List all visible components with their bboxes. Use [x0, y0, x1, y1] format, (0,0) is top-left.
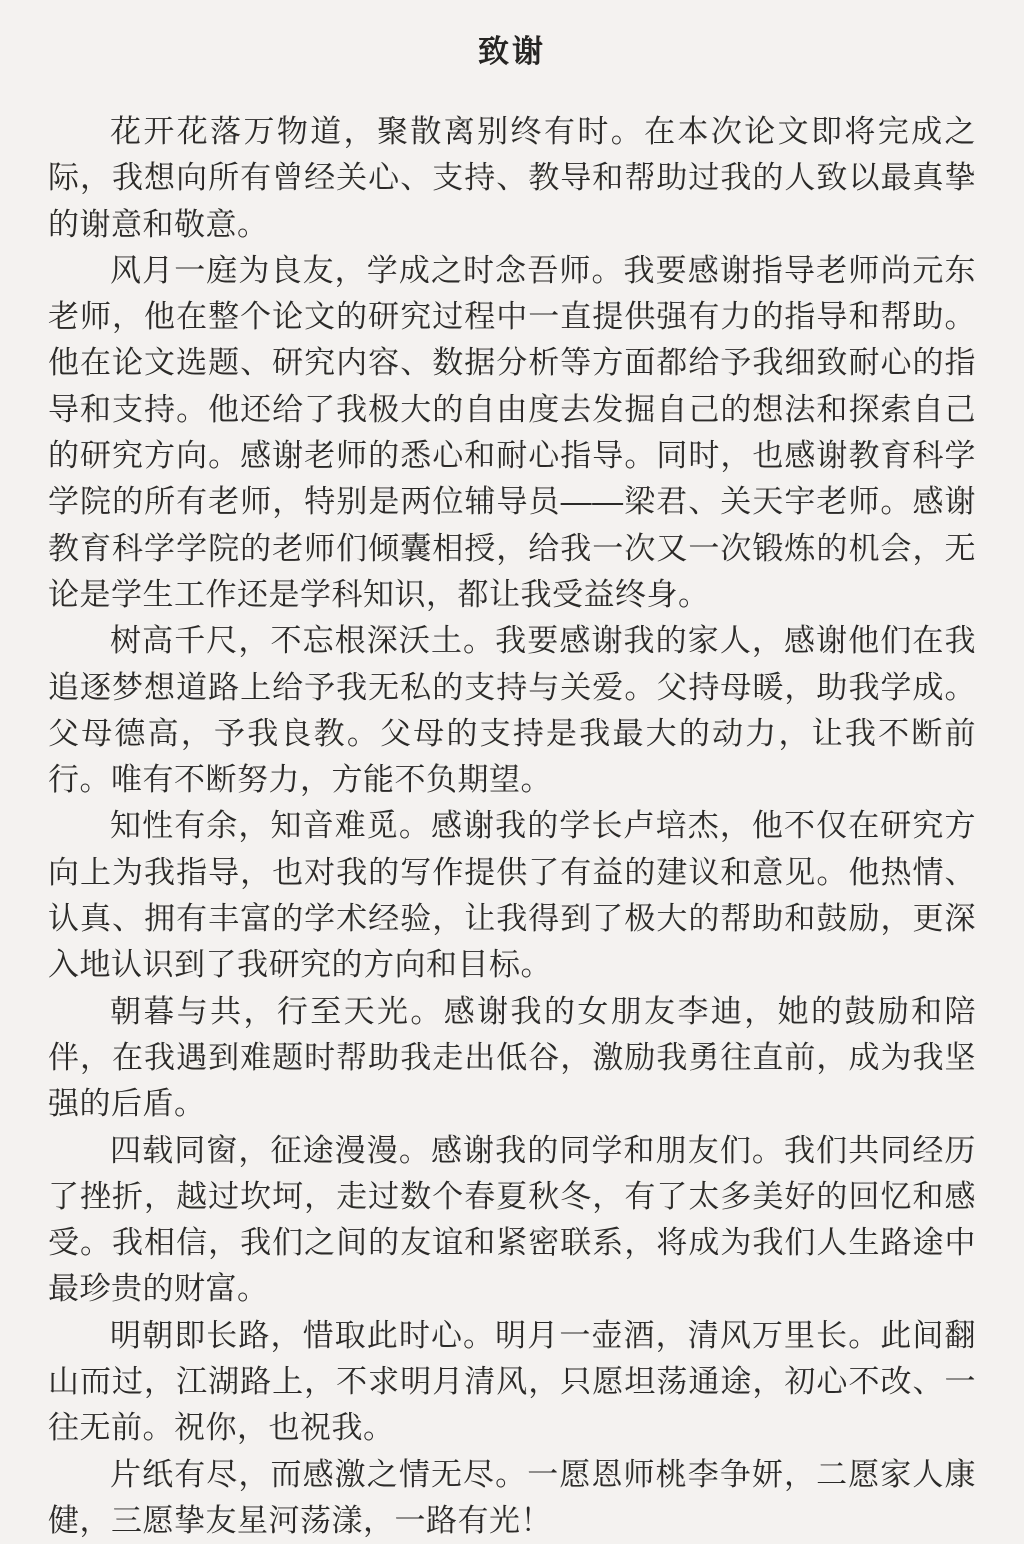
- paragraph-classmates-thanks: 四载同窗，征途漫漫。感谢我的同学和朋友们。我们共同经历了挫折，越过坎坷，走过数个春夏秋冬，有了太多美好的回忆和感受。我相信，我们之间的友谊和紧密联系，将成为我们人生路途中最珍贵的财富。: [48, 1132, 976, 1307]
- paragraph-closing-wishes: 片纸有尽，而感激之情无尽。一愿恩师桃李争妍，二愿家人康健，三愿挚友星河荡漾，一路有光！: [48, 1456, 976, 1538]
- document-body: [48, 109, 976, 1544]
- paragraph-family-thanks: 树高千尺，不忘根深沃土。我要感谢我的家人，感谢他们在我追逐梦想道路上给予我无私的支持与关爱。父持母暖，助我学成。父母德高，予我良教。父母的支持是我最大的动力，让我不断前行。唯有不断努力，方能不负期望。: [48, 623, 976, 798]
- paragraph-senior-thanks: 知性有余，知音难觅。感谢我的学长卢培杰，他不仅在研究方向上为我指导，也对我的写作提供了有益的建议和意见。他热情、认真、拥有丰富的学术经验，让我得到了极大的帮助和鼓励，更深入地认识到了我研究的方向和目标。: [48, 808, 976, 983]
- paragraph-advisor-thanks: 风月一庭为良友，学成之时念吾师。我要感谢指导老师尚元东老师，他在整个论文的研究过程中一直提供强有力的指导和帮助。他在论文选题、研究内容、数据分析等方面都给予我细致耐心的指导和支持。他还给了我极大的自由度去发掘自己的想法和探索自己的研究方向。感谢老师的悉心和耐心指导。同时，也感谢教育科学学院的所有老师，特别是两位辅导员——梁君、关天宇老师。感谢教育科学学院的老师们倾囊相授，给我一次又一次锻炼的机会，无论是学生工作还是学科知识，都让我受益终身。: [48, 252, 976, 612]
- paragraph-farewell: 明朝即长路，惜取此时心。明月一壶酒，清风万里长。此间翻山而过，江湖路上，不求明月清风，只愿坦荡通途，初心不改、一往无前。祝你，也祝我。: [48, 1317, 976, 1446]
- paragraph-opening: 花开花落万物道，聚散离别终有时。在本次论文即将完成之际，我想向所有曾经关心、支持、教导和帮助过我的人致以最真挚的谢意和敬意。: [48, 114, 976, 242]
- paragraph-girlfriend-thanks: 朝暮与共，行至天光。感谢我的女朋友李迪，她的鼓励和陪伴，在我遇到难题时帮助我走出低谷，激励我勇往直前，成为我坚强的后盾。: [48, 993, 976, 1122]
- page-title: 致谢: [478, 34, 546, 69]
